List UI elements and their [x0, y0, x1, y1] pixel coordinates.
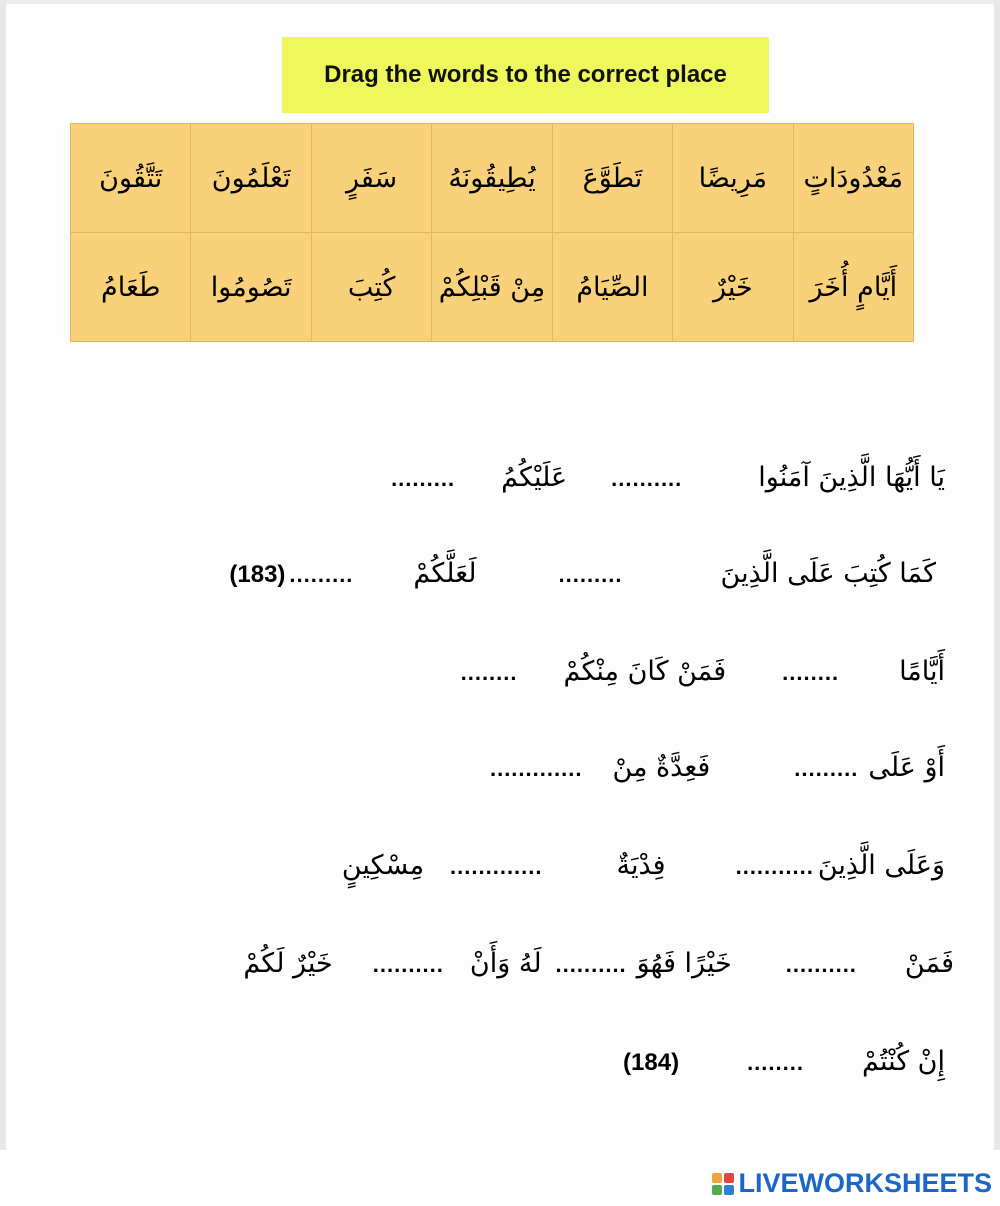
verse-text: فَعِدَّةٌ مِنْ — [612, 752, 711, 783]
draggable-word[interactable]: مَرِيضًا — [673, 124, 793, 233]
verse-text: عَلَيْكُمُ — [501, 462, 568, 493]
drop-target[interactable]: .......... — [372, 952, 444, 977]
verse-line-7 — [623, 1046, 945, 1077]
verse-line-3 — [461, 656, 945, 687]
drop-target[interactable]: ........ — [782, 660, 840, 685]
verse-text: مِسْكِينٍ — [341, 850, 425, 881]
verse-line-2 — [229, 558, 936, 589]
logo-text: LIVEWORKSHEETS — [738, 1168, 992, 1198]
drop-target[interactable]: .......... — [611, 466, 683, 491]
page-left-edge — [0, 0, 6, 1206]
verse-text: أَوْ عَلَى — [868, 752, 945, 783]
draggable-word[interactable]: تَصُومُوا — [191, 233, 311, 342]
verse-line-5 — [342, 850, 945, 881]
page-right-edge — [994, 0, 1000, 1206]
drop-target[interactable]: ......... — [558, 562, 623, 587]
verse-text: وَعَلَى الَّذِينَ — [817, 850, 945, 881]
draggable-word[interactable]: أَيَّامٍ أُخَرَ — [793, 233, 913, 342]
drop-target[interactable]: ............. — [450, 854, 543, 879]
liveworksheets-logo-icon — [712, 1173, 734, 1195]
verse-line-4 — [490, 752, 945, 783]
drop-target[interactable]: ......... — [794, 756, 859, 781]
verse-text: فَمَنْ كَانَ مِنْكُمْ — [563, 656, 727, 687]
verse-text: خَيْرًا فَهُوَ — [636, 948, 732, 979]
verse-text: لَعَلَّكُمْ — [413, 558, 477, 589]
drop-target[interactable]: ......... — [289, 562, 354, 587]
draggable-word[interactable]: تَتَّقُونَ — [71, 124, 191, 233]
verse-text: لَهُ وَأَنْ — [469, 948, 542, 979]
draggable-word[interactable]: كُتِبَ — [311, 233, 431, 342]
verse-text: فَمَنْ — [904, 948, 954, 979]
draggable-word[interactable]: يُطِيقُونَهُ — [432, 124, 552, 233]
draggable-word[interactable]: تَعْلَمُونَ — [191, 124, 311, 233]
verse-number: (184) — [623, 1049, 680, 1076]
verse-text: إِنْ كُنْتُمْ — [861, 1046, 945, 1077]
draggable-word[interactable]: خَيْرٌ — [673, 233, 793, 342]
draggable-word[interactable]: تَطَوَّعَ — [552, 124, 672, 233]
draggable-word[interactable]: الصِّيَامُ — [552, 233, 672, 342]
verse-text: كَمَا كُتِبَ عَلَى الَّذِينَ — [720, 558, 936, 589]
draggable-word[interactable]: مِنْ قَبْلِكُمْ — [432, 233, 552, 342]
verse-text: خَيْرٌ لَكُمْ — [243, 948, 333, 979]
word-bank — [70, 123, 914, 342]
drop-target[interactable]: .......... — [555, 952, 627, 977]
word-bank-row-2 — [71, 233, 914, 342]
instruction-text: Drag the words to the correct place — [324, 61, 727, 88]
drop-target[interactable]: ........ — [747, 1050, 804, 1075]
draggable-word[interactable]: طَعَامُ — [71, 233, 191, 342]
verse-line-1 — [391, 462, 945, 493]
word-bank-row-1 — [71, 124, 914, 233]
drop-target[interactable]: ......... — [391, 466, 456, 491]
draggable-word[interactable]: مَعْدُودَاتٍ — [793, 124, 913, 233]
drop-target[interactable]: ............. — [489, 756, 583, 781]
verse-text: يَا أَيُّهَا الَّذِينَ آمَنُوا — [758, 462, 945, 493]
page-top-edge — [0, 0, 1000, 4]
liveworksheets-logo — [712, 1168, 992, 1199]
draggable-word[interactable]: سَفَرٍ — [311, 124, 431, 233]
verse-number: (183) — [229, 561, 286, 588]
drop-target[interactable]: ........... — [735, 854, 814, 879]
verse-line-6 — [243, 948, 954, 979]
instruction-banner — [282, 37, 769, 113]
verse-text: فِدْيَةٌ — [616, 850, 666, 881]
drop-target[interactable]: .......... — [785, 952, 857, 977]
verse-text: أَيَّامًا — [899, 656, 945, 687]
drop-target[interactable]: ........ — [460, 660, 518, 685]
